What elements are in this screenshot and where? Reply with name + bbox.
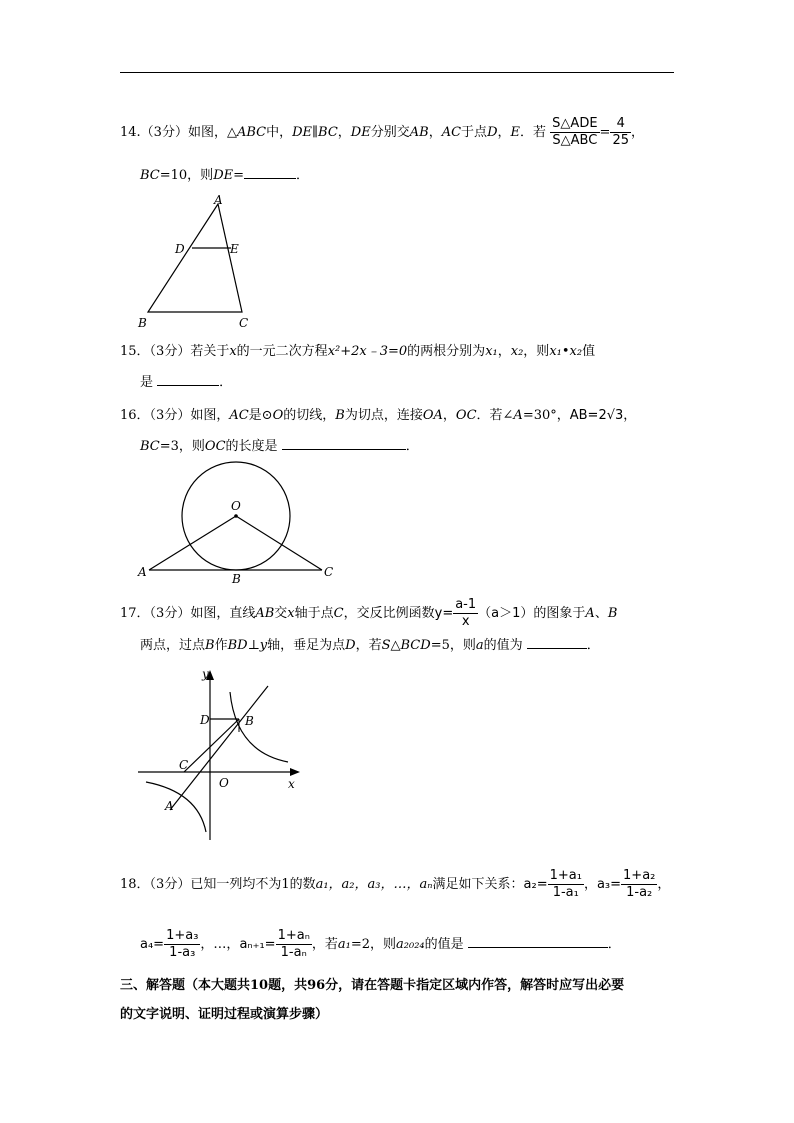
q16-line1: 16．（3分）如图，AC是⊙O的切线，B为切点，连接OA，OC．若∠A=30°，AB=2√3， — [120, 408, 637, 423]
label-b: B — [138, 316, 147, 330]
q15-line2: 是 ． — [140, 375, 233, 390]
answer-blank — [282, 437, 406, 450]
segment-oa — [149, 516, 236, 570]
label-b: B — [245, 714, 254, 728]
q17-line2: 两点，过点B作BD⊥y轴，垂足为点D，若S△BCD=5，则a的值为 ． — [140, 638, 600, 653]
label-a: A — [214, 193, 223, 207]
label-c: C — [179, 758, 189, 772]
q15-line1: 15．（3分）若关于x的一元二次方程x²+2x﹣3=0的两根分别为x₁，x₂，则x₁•x₂值 — [120, 344, 596, 359]
label-o: O — [231, 499, 241, 513]
label-x: x — [288, 777, 295, 791]
answer-blank — [468, 935, 608, 948]
label-b: B — [232, 572, 241, 586]
hyperbola-branch-2 — [146, 782, 206, 832]
q18-a4-fraction: $\frac{\text{1+a₃}}{\text{1-a₃}}$ — [166, 928, 199, 960]
q14-area-ratio: $\frac{\text{S△ADE}}{\text{S△ABC}}$ — [552, 116, 598, 148]
label-e: E — [230, 242, 239, 256]
label-y: y — [202, 667, 209, 681]
q16-circle-figure — [135, 460, 345, 586]
q17-line1: 17．（3分）如图，直线AB交x轴于点C，交反比例函数y= $\frac{a-1}{x}$ （a＞1）的图象于A、B — [120, 597, 618, 629]
label-o: O — [219, 776, 229, 790]
label-d: D — [200, 713, 210, 727]
q14-triangle-figure — [135, 192, 255, 334]
label-a: A — [165, 799, 174, 813]
label-c: C — [239, 316, 249, 330]
label-c: C — [324, 565, 334, 579]
q18-a3-fraction: $\frac{\text{1+a₂}}{\text{1-a₂}}$ — [623, 868, 656, 900]
q18-line1: 18．（3分）已知一列均不为1的数a₁，a₂，a₃，…，aₙ满足如下关系：a₂= $\frac{\text{1+a₁}}{\text{1-a₁}}$ ，a₃= $\frac{\text{1+a₂}}{\text{1-a₂}}$ ， — [120, 868, 671, 900]
triangle-abc — [148, 204, 242, 312]
q14-ratio-value: $\frac{4}{25}$ — [612, 116, 629, 148]
label-a: A — [138, 565, 147, 579]
q14-line1: 14.（3分）如图，△ABC中，DE∥BC，DE分别交AB，AC于点D，E．若 $\frac{\text{S△ADE}}{\text{S△ABC}}$ = $\frac{4}{25}$ ， — [120, 116, 645, 148]
q18-line2: a₄= $\frac{\text{1+a₃}}{\text{1-a₃}}$ ，…，aₙ₊₁= $\frac{\text{1+aₙ}}{\text{1-aₙ}}$ ，若a₁=2，则a₂₀₂₄的值是 ． — [140, 928, 621, 960]
segment-oc — [236, 516, 322, 570]
q17-function-fraction: $\frac{a-1}{x}$ — [455, 597, 477, 629]
label-d: D — [175, 242, 185, 256]
q18-an-fraction: $\frac{\text{1+aₙ}}{\text{1-aₙ}}$ — [277, 928, 310, 960]
q16-line2: BC=3，则OC的长度是 ． — [140, 439, 419, 454]
q17-graph-figure — [138, 662, 308, 842]
segment-cd — [184, 719, 239, 772]
q18-a2-fraction: $\frac{\text{1+a₁}}{\text{1-a₁}}$ — [549, 868, 582, 900]
answer-blank — [527, 636, 587, 649]
section3-heading-line1: 三、解答题（本大题共10题，共96分，请在答题卡指定区域内作答，解答时应写出必要 — [120, 978, 625, 993]
line-ab — [170, 686, 268, 810]
answer-blank — [244, 166, 296, 179]
answer-blank — [157, 373, 219, 386]
x-axis-arrow — [290, 768, 300, 776]
center-point — [234, 514, 238, 518]
section3-heading-line2: 的文字说明、证明过程或演算步骤） — [120, 1007, 329, 1022]
q14-line2: BC=10，则DE= ． — [140, 168, 310, 183]
header-rule — [120, 72, 674, 73]
